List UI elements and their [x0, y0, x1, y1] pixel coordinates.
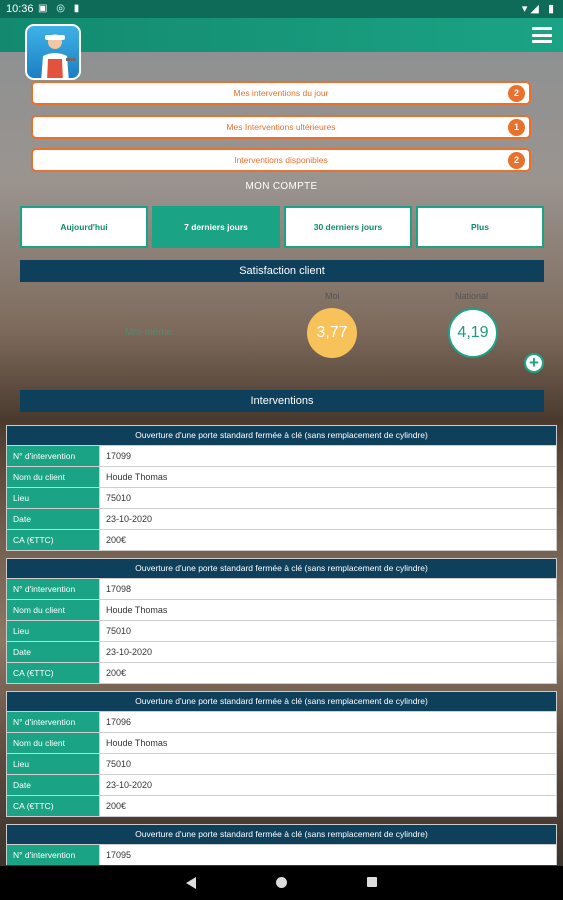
system-icons: ▾◢ ▮	[521, 3, 557, 15]
field-value: 75010	[99, 621, 556, 641]
notification-icons: ▣ ◎ ▮	[38, 3, 83, 14]
intervention-title: Ouverture d'une porte standard fermée à clé (sans remplacement de cylindre)	[7, 692, 556, 711]
intervention-title: Ouverture d'une porte standard fermée à clé (sans remplacement de cylindre)	[7, 825, 556, 844]
hamburger-menu-icon[interactable]	[532, 27, 552, 43]
clock: 10:36	[6, 3, 34, 15]
field-value: 17099	[99, 446, 556, 466]
pill-interventions-ulterieures[interactable]	[31, 115, 531, 139]
mine-label: Moi	[325, 291, 340, 301]
field-label: N° d'intervention	[7, 712, 99, 732]
intervention-card[interactable]	[6, 425, 557, 551]
interventions-header: Interventions	[20, 390, 544, 412]
field-label: Date	[7, 775, 99, 795]
table-row	[7, 753, 556, 774]
table-row	[7, 662, 556, 683]
pill-interventions-disponibles[interactable]	[31, 148, 531, 172]
tab-7-days[interactable]: 7 derniers jours	[152, 206, 280, 248]
field-value: Houde Thomas	[99, 600, 556, 620]
table-row	[7, 599, 556, 620]
field-label: Lieu	[7, 754, 99, 774]
table-row	[7, 578, 556, 599]
field-value: Houde Thomas	[99, 467, 556, 487]
field-value: 17098	[99, 579, 556, 599]
field-label: Date	[7, 642, 99, 662]
intervention-title: Ouverture d'une porte standard fermée à clé (sans remplacement de cylindre)	[7, 426, 556, 445]
field-value: 200€	[99, 796, 556, 816]
field-value: 23-10-2020	[99, 509, 556, 529]
app-logo-handyman-icon	[25, 24, 81, 80]
faded-label: Moi-même	[125, 327, 173, 338]
home-icon[interactable]	[276, 877, 287, 888]
field-label: CA (€TTC)	[7, 663, 99, 683]
table-row	[7, 508, 556, 529]
count-badge: 1	[508, 119, 525, 136]
field-label: N° d'intervention	[7, 446, 99, 466]
field-label: CA (€TTC)	[7, 796, 99, 816]
field-value: 23-10-2020	[99, 642, 556, 662]
intervention-card[interactable]	[6, 824, 557, 865]
intervention-card[interactable]	[6, 558, 557, 684]
field-value: 23-10-2020	[99, 775, 556, 795]
field-value: 200€	[99, 663, 556, 683]
pill-label: Mes interventions du jour	[233, 88, 329, 98]
field-label: CA (€TTC)	[7, 530, 99, 550]
field-value: 75010	[99, 754, 556, 774]
table-row	[7, 711, 556, 732]
national-label: National	[455, 291, 489, 301]
system-nav-bar	[0, 866, 563, 900]
mine-score: 3,77	[307, 308, 357, 358]
field-label: Nom du client	[7, 733, 99, 753]
table-row	[7, 620, 556, 641]
count-badge: 2	[508, 85, 525, 102]
pill-interventions-du-jour[interactable]	[31, 81, 531, 105]
count-badge: 2	[508, 152, 525, 169]
table-row	[7, 774, 556, 795]
tab-more[interactable]: Plus	[416, 206, 544, 248]
field-value: 17095	[99, 845, 556, 865]
field-label: Date	[7, 509, 99, 529]
table-row	[7, 487, 556, 508]
field-label: Lieu	[7, 621, 99, 641]
table-row	[7, 529, 556, 550]
table-row	[7, 641, 556, 662]
pill-label: Mes Interventions ultérieures	[226, 122, 336, 132]
pill-label: Interventions disponibles	[234, 155, 328, 165]
satisfaction-header: Satisfaction client	[20, 260, 544, 282]
field-value: 75010	[99, 488, 556, 508]
app-bar	[0, 18, 563, 52]
field-value: 200€	[99, 530, 556, 550]
field-label: Lieu	[7, 488, 99, 508]
status-bar	[0, 0, 563, 18]
field-value: Houde Thomas	[99, 733, 556, 753]
field-label: N° d'intervention	[7, 845, 99, 865]
table-row	[7, 445, 556, 466]
field-label: Nom du client	[7, 600, 99, 620]
table-row	[7, 732, 556, 753]
field-value: 17096	[99, 712, 556, 732]
tab-today[interactable]: Aujourd'hui	[20, 206, 148, 248]
recent-apps-icon[interactable]	[367, 877, 377, 887]
period-tabs	[20, 206, 544, 248]
national-score: 4,19	[448, 308, 498, 358]
intervention-card[interactable]	[6, 691, 557, 817]
expand-plus-icon[interactable]: +	[524, 353, 544, 373]
tab-30-days[interactable]: 30 derniers jours	[284, 206, 412, 248]
field-label: N° d'intervention	[7, 579, 99, 599]
back-icon[interactable]	[186, 877, 196, 889]
account-heading: MON COMPTE	[245, 181, 318, 192]
intervention-title: Ouverture d'une porte standard fermée à clé (sans remplacement de cylindre)	[7, 559, 556, 578]
table-row	[7, 844, 556, 865]
field-label: Nom du client	[7, 467, 99, 487]
table-row	[7, 795, 556, 816]
table-row	[7, 466, 556, 487]
